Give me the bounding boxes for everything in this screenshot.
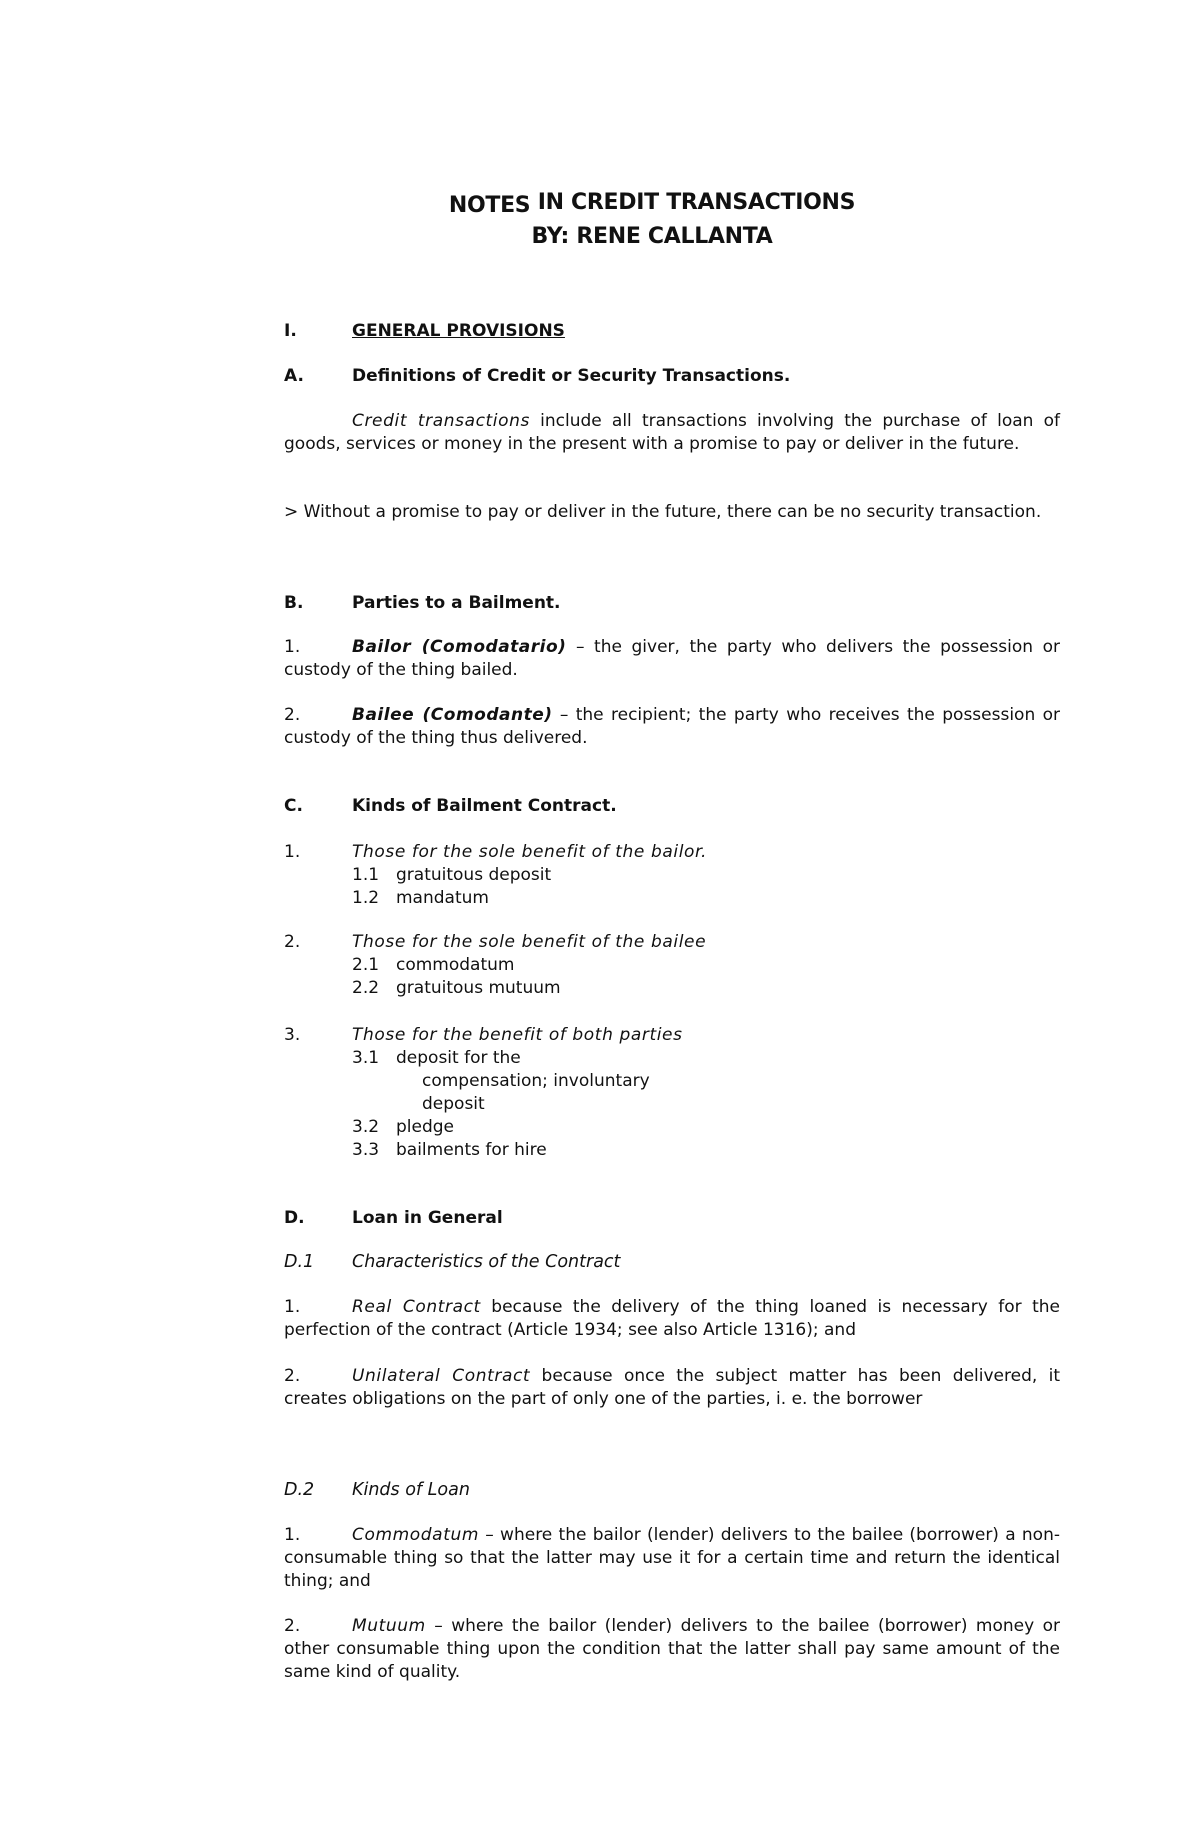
bailment-group-both: [284, 1024, 1060, 1162]
title-lead-word: NOTES: [448, 193, 531, 218]
part-c-title: Kinds of Bailment Contract.: [352, 796, 617, 816]
item-text: because once the subject matter has been delivered, it creates obligations on the part of only one of the parties, i. e. the borrower: [284, 1366, 1060, 1409]
sub-item: [284, 954, 1060, 977]
sub-item-continuation: deposit: [422, 1094, 485, 1114]
sub-item-text: deposit for the: [396, 1048, 521, 1068]
section-heading-general-provisions: [284, 320, 1060, 343]
item-term: Mutuum: [352, 1616, 426, 1636]
sub-item-text: pledge: [396, 1117, 455, 1137]
item-number: 2.: [284, 1616, 301, 1636]
sub-item: [284, 1116, 1060, 1139]
item-text: – the recipient; the party who receives the possession or custody of the thing thus delivered.: [284, 705, 1060, 748]
subsection-number: D.1: [284, 1252, 315, 1272]
item-text: because the delivery of the thing loaned is necessary for the perfection of the contract (Article 1934; see also Article 1316); and: [284, 1297, 1060, 1340]
sub-item: [284, 977, 1060, 1000]
mutuum-item: [284, 1615, 1060, 1684]
item-text: – the giver, the party who delivers the possession or custody of the thing bailed.: [284, 637, 1061, 680]
part-c-heading: [284, 795, 1060, 818]
sub-item-number: 1.2: [352, 888, 380, 908]
part-b-title: Parties to a Bailment.: [352, 593, 561, 613]
sub-item-text: gratuitous deposit: [396, 865, 552, 885]
sub-item-text: bailments for hire: [396, 1140, 547, 1160]
group-number: 2.: [284, 932, 301, 952]
sub-item: [284, 887, 1060, 910]
part-a-letter: A.: [284, 366, 304, 386]
characteristics-heading: [284, 1251, 1060, 1274]
group-label: Those for the benefit of both parties: [352, 1025, 683, 1045]
sub-item: [284, 1047, 1060, 1070]
bailee-item: [284, 704, 1060, 750]
item-number: 2.: [284, 1366, 301, 1386]
item-text: – where the bailor (lender) delivers to the bailee (borrower) a non-consumable thing so that the latter may use it for a certain time and return the identical thing; and: [284, 1525, 1060, 1591]
group-number: 3.: [284, 1025, 301, 1045]
definition-text: include all transactions involving the purchase of loan of goods, services or money in the present with a promise to pay or deliver in the future.: [284, 411, 1060, 454]
part-a-title: Definitions of Credit or Security Transactions.: [352, 366, 791, 386]
group-label: Those for the sole benefit of the bailee: [352, 932, 707, 952]
bailment-group-bailor: [284, 841, 1060, 910]
kinds-of-loan-heading: [284, 1479, 1060, 1502]
part-d-heading: [284, 1207, 1060, 1230]
group-label-line: [284, 931, 1060, 954]
part-a-heading: [284, 365, 1060, 388]
group-number: 1.: [284, 842, 301, 862]
group-label-line: [284, 1024, 1060, 1047]
sub-item-text: mandatum: [396, 888, 489, 908]
subsection-title: Characteristics of the Contract: [352, 1252, 621, 1272]
definition-term: Credit transactions: [352, 411, 530, 431]
item-number: 2.: [284, 705, 301, 725]
sub-item-number: 2.2: [352, 978, 380, 998]
commodatum-item: [284, 1524, 1060, 1593]
item-number: 1.: [284, 637, 301, 657]
part-b-letter: B.: [284, 593, 304, 613]
part-d-title: Loan in General: [352, 1208, 503, 1228]
sub-item-text: gratuitous mutuum: [396, 978, 561, 998]
sub-item-continuation: compensation; involuntary: [422, 1071, 650, 1091]
sub-item-text: commodatum: [396, 955, 515, 975]
sub-item-number: 3.1: [352, 1048, 380, 1068]
item-term: Bailee (Comodante): [352, 705, 553, 725]
item-number: 1.: [284, 1525, 301, 1545]
title-line1-rest: IN CREDIT TRANSACTIONS: [537, 190, 856, 215]
subsection-number: D.2: [284, 1480, 315, 1500]
group-label: Those for the sole benefit of the bailor.: [352, 842, 708, 862]
title-author-line: BY: RENE CALLANTA: [531, 224, 773, 249]
subsection-title: Kinds of Loan: [352, 1480, 470, 1500]
bailor-item: [284, 636, 1060, 682]
item-term: Real Contract: [352, 1297, 481, 1317]
part-b-heading: [284, 592, 1060, 615]
sub-item-number: 1.1: [352, 865, 380, 885]
part-d-letter: D.: [284, 1208, 305, 1228]
item-term: Unilateral Contract: [352, 1366, 531, 1386]
document-title: [284, 186, 1020, 254]
definition-paragraph: [284, 410, 1060, 456]
item-term: Commodatum: [352, 1525, 480, 1545]
part-c-letter: C.: [284, 796, 303, 816]
sub-item-number: 3.2: [352, 1117, 380, 1137]
sub-item: [284, 864, 1060, 887]
real-contract-item: [284, 1296, 1060, 1342]
bailment-group-bailee: [284, 931, 1060, 1000]
item-term: Bailor (Comodatario): [352, 637, 567, 657]
unilateral-contract-item: [284, 1365, 1060, 1411]
definition-note: > Without a promise to pay or deliver in the future, there can be no security transaction.: [284, 502, 1042, 522]
section-title: GENERAL PROVISIONS: [352, 321, 565, 341]
sub-item: [284, 1139, 1060, 1162]
sub-item-number: 3.3: [352, 1140, 380, 1160]
item-text: – where the bailor (lender) delivers to the bailee (borrower) money or other consumable thing upon the condition that the latter shall pay same amount of the same kind of quality.: [284, 1616, 1060, 1682]
section-number: I.: [284, 321, 297, 341]
sub-item-number: 2.1: [352, 955, 380, 975]
group-label-line: [284, 841, 1060, 864]
item-number: 1.: [284, 1297, 301, 1317]
